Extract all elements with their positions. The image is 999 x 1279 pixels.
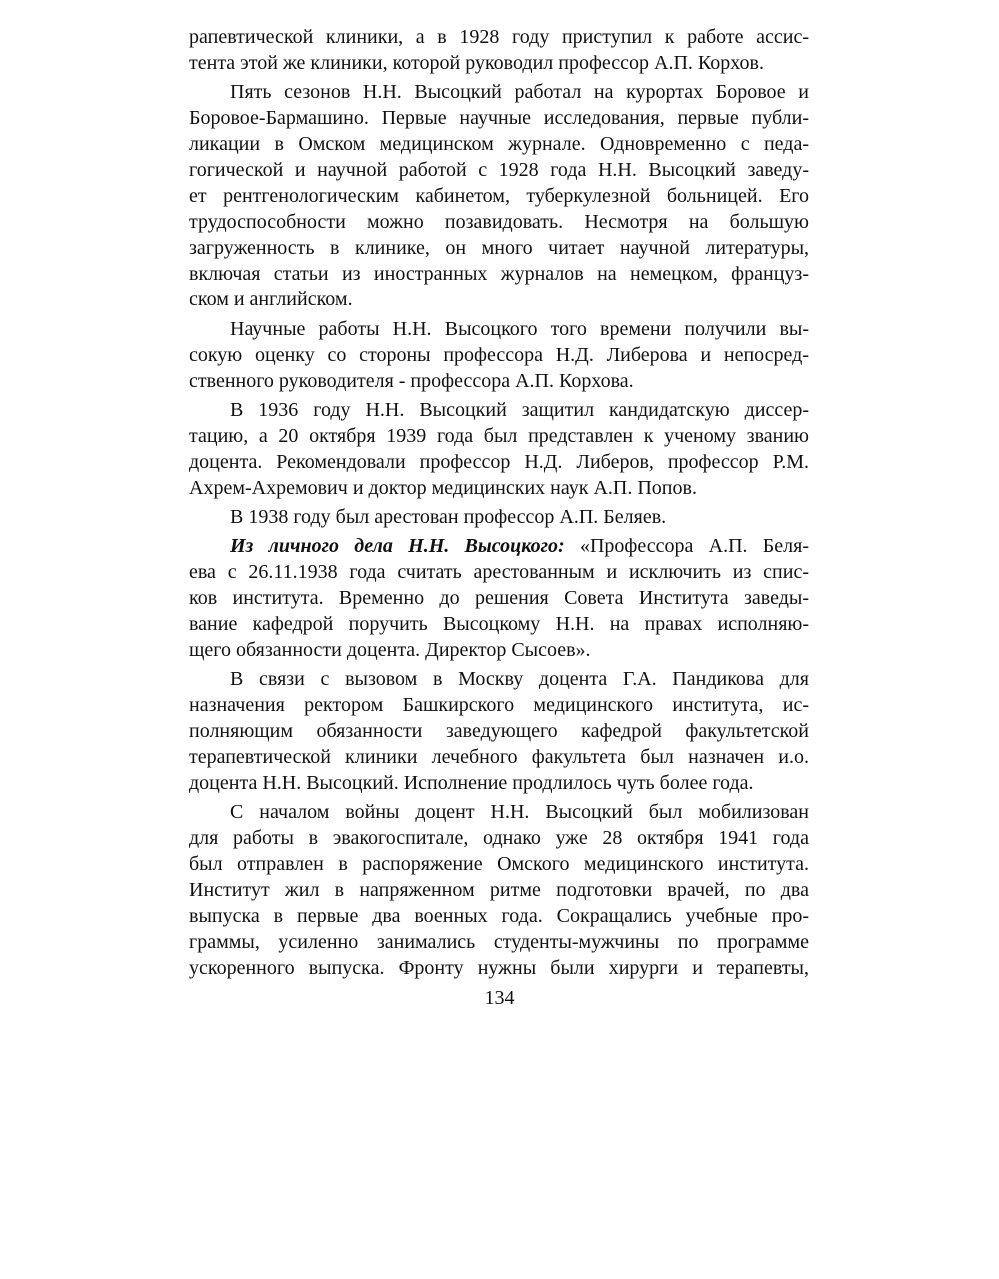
paragraph: [189, 80, 809, 313]
text-line: ева с 26.11.1938 года считать арестованным и исключить из спис-: [189, 561, 809, 584]
text-line: С началом войны доцент Н.Н. Высоцкий был мобилизован: [230, 801, 809, 824]
body-text: [189, 25, 809, 982]
text-line: доцента Н.Н. Высоцкий. Исполнение продлилось чуть более года.: [189, 771, 754, 794]
text-line: гогической и научной работой с 1928 года Н.Н. Высоцкий заведу-: [189, 158, 809, 181]
text-line: вание кафедрой поручить Высоцкому Н.Н. на правах исполняю-: [189, 613, 809, 636]
text-line: загруженность в клинике, он много читает научной литературы,: [189, 236, 809, 259]
quote-text: «Профессора А.П. Беля-: [564, 535, 810, 558]
text-line: Пять сезонов Н.Н. Высоцкий работал на курортах Боровое и: [230, 81, 809, 104]
quote-source-lead: Из личного дела Н.Н. Высоцкого:: [230, 535, 565, 558]
paragraph: [189, 25, 809, 77]
text-line: рапевтической клиники, а в 1928 году приступил к работе асcис-: [189, 26, 809, 48]
text-line: Ахрем-Ахремович и доктор медицинских наук А.П. Попов.: [189, 476, 697, 499]
text-line: ственного руководителя - профессора А.П. Корхова.: [189, 369, 634, 392]
page-number: 134: [484, 987, 515, 1009]
paragraph: [189, 317, 809, 395]
text-line: включая статьи из иностранных журналов на немецком, француз-: [189, 262, 809, 285]
text-line: назначения ректором Башкирского медицинского института, ис-: [189, 694, 809, 717]
text-line: доцента. Рекомендовали профессор Н.Д. Либеров, профессор Р.М.: [189, 450, 809, 473]
text-line: Боровое-Бармашино. Первые научные исследования, первые публи-: [189, 107, 809, 130]
text-line: ет рентгенологическим кабинетом, туберкулезной больницей. Его: [189, 184, 809, 207]
text-line: щего обязанности доцента. Директор Сысоев».: [189, 638, 591, 661]
text-line: трудоспособности можно позавидовать. Несмотря на большую: [189, 210, 809, 233]
text-line: Институт жил в напряженном ритме подготовки врачей, по два: [189, 879, 809, 901]
text-line: сокую оценку со стороны профессора Н.Д. Либерова и непосред-: [189, 343, 809, 366]
paragraph: [189, 398, 809, 502]
text-line: ликации в Омском медицинском журнале. Одновременно с педа-: [189, 133, 809, 156]
text-line: для работы в эвакогоспитале, однако уже 28 октября 1941 года: [189, 827, 809, 850]
text-line: выпуска в первые два военных года. Сокращались учебные про-: [189, 904, 809, 927]
text-line: ускоренного выпуска. Фронту нужны были хирурги и терапевты,: [189, 956, 809, 979]
text-line: терапевтической клиники лечебного факультета был назначен и.о.: [189, 746, 809, 769]
text-line: [189, 534, 809, 560]
text-line: Научные работы Н.Н. Высоцкого того времени получили вы-: [230, 317, 809, 340]
text-line: полняющим обязанности заведующего кафедрой факультетской: [189, 720, 809, 743]
text-line: В 1938 году был арестован профессор А.П. Беляев.: [230, 506, 667, 529]
text-line: был отправлен в распоряжение Омского медицинского института.: [189, 853, 809, 876]
paragraph: [189, 800, 809, 981]
text-line: ков института. Временно до решения Совета Института заведы-: [189, 587, 809, 610]
text-line: В 1936 году Н.Н. Высоцкий защитил кандидатскую диссер-: [230, 398, 809, 421]
text-line: В связи с вызовом в Москву доцента Г.А. Пандикова для: [230, 668, 809, 691]
text-line: граммы, усиленно занимались студенты-мужчины по программе: [189, 930, 809, 953]
text-line: ском и английском.: [189, 288, 353, 311]
paragraph: [189, 505, 809, 531]
text-line: тента этой же клиники, которой руководил профессор А.П. Корхов.: [189, 51, 764, 74]
paragraph: [189, 534, 809, 663]
text-line: тацию, а 20 октября 1939 года был представлен к ученому званию: [189, 424, 809, 447]
paragraph: [189, 667, 809, 796]
